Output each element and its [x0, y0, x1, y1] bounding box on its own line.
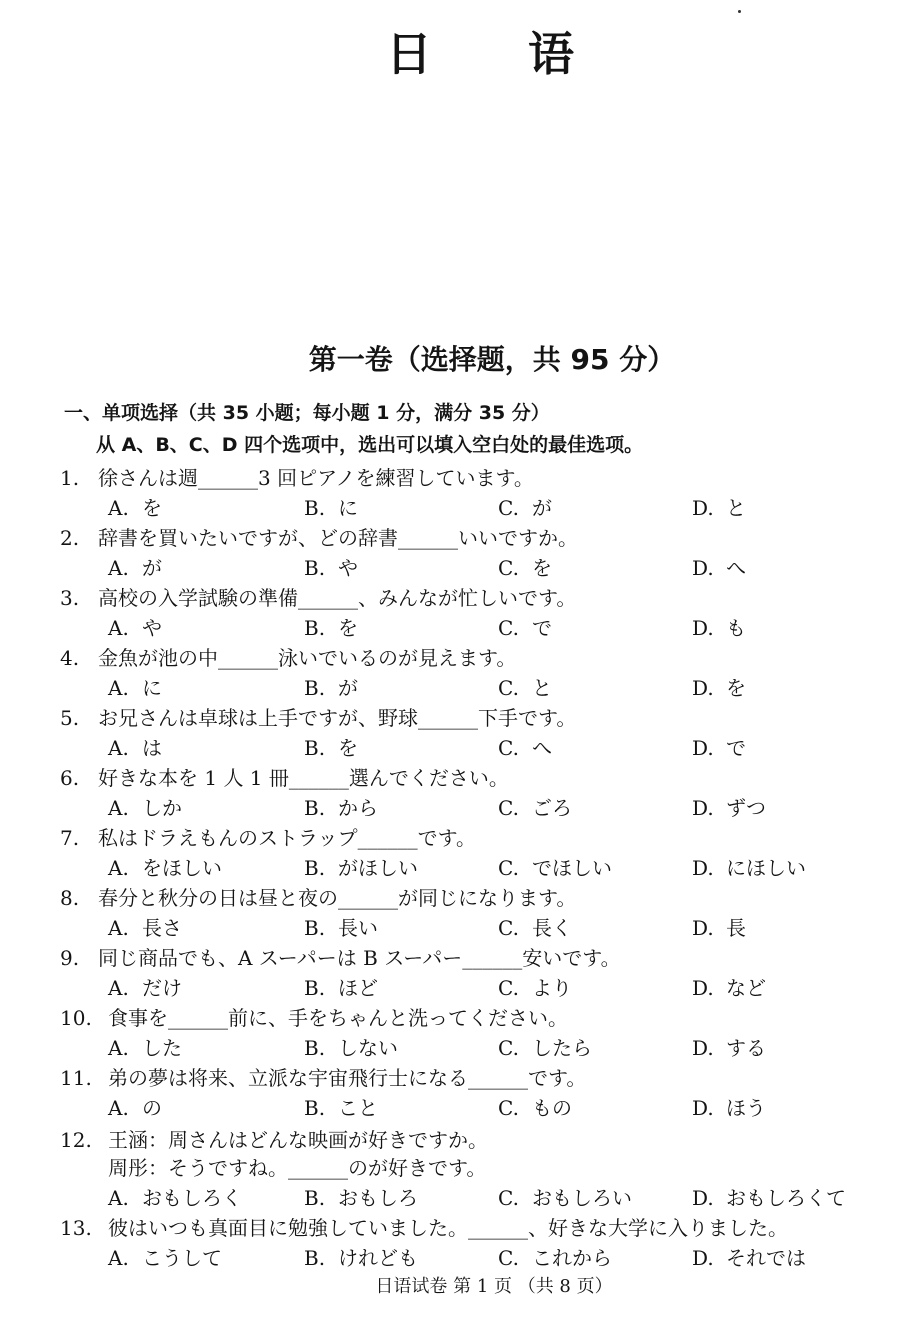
option-d — [692, 1242, 806, 1271]
option-c — [498, 912, 572, 941]
option-row — [108, 912, 888, 942]
option-row — [108, 1092, 888, 1122]
option-text: しない — [338, 1036, 398, 1060]
question-number: 12. — [60, 1128, 92, 1152]
option-letter: C. — [498, 1186, 519, 1210]
option-text: がほしい — [338, 856, 418, 880]
option-text: で — [726, 736, 746, 760]
question-text: 好きな本を 1 人 1 冊______選んでください。 — [98, 766, 509, 790]
option-row — [108, 732, 888, 762]
question-stem — [60, 1062, 880, 1092]
question-number: 10. — [60, 1006, 92, 1030]
option-letter: A. — [108, 976, 129, 1000]
option-text: を — [532, 556, 552, 580]
option-c — [498, 1032, 592, 1061]
option-text: と — [726, 496, 746, 520]
option-b — [304, 912, 378, 941]
option-text: 長 — [726, 916, 746, 940]
option-text: へ — [726, 556, 746, 580]
option-text: より — [532, 976, 572, 1000]
question-stem — [60, 762, 880, 792]
option-c — [498, 792, 572, 821]
option-c — [498, 732, 552, 761]
question-text: 弟の夢は将来、立派な宇宙飛行士になる______です。 — [108, 1066, 587, 1090]
option-text: ずつ — [726, 796, 766, 820]
option-letter: B. — [304, 1096, 326, 1120]
option-b — [304, 972, 378, 1001]
option-d — [692, 1092, 766, 1121]
option-letter: C. — [498, 856, 519, 880]
option-b — [304, 1242, 418, 1271]
option-d — [692, 1032, 766, 1061]
option-letter: C. — [498, 1246, 519, 1270]
option-text: は — [142, 736, 162, 760]
option-letter: D. — [692, 796, 714, 820]
option-letter: B. — [304, 496, 326, 520]
option-letter: C. — [498, 796, 519, 820]
option-letter: A. — [108, 1096, 129, 1120]
question-number: 2. — [60, 526, 80, 550]
option-letter: A. — [108, 1036, 129, 1060]
section-instruction: 从 A、B、C、D 四个选项中，选出可以填入空白处的最佳选项。 — [96, 434, 644, 456]
option-row — [108, 972, 888, 1002]
option-text: けれども — [338, 1246, 418, 1270]
option-letter: A. — [108, 1186, 129, 1210]
option-text: を — [338, 616, 358, 640]
option-text: 長い — [338, 916, 378, 940]
question-number: 5. — [60, 706, 80, 730]
question-text: 私はドラえもんのストラップ______です。 — [98, 826, 476, 850]
option-letter: C. — [498, 616, 519, 640]
option-c — [498, 972, 572, 1001]
option-letter: D. — [692, 1096, 714, 1120]
option-row — [108, 492, 888, 522]
option-letter: D. — [692, 1186, 714, 1210]
question-text: 彼はいつも真面目に勉強していました。______、好きな大学に入りました。 — [108, 1216, 788, 1240]
option-letter: B. — [304, 556, 326, 580]
option-text: おもしろ — [338, 1186, 418, 1210]
option-a — [108, 1032, 182, 1061]
option-letter: A. — [108, 676, 129, 700]
option-text: にほしい — [726, 856, 806, 880]
option-c — [498, 1092, 572, 1121]
option-text: に — [142, 676, 162, 700]
option-letter: C. — [498, 556, 519, 580]
option-letter: D. — [692, 616, 714, 640]
option-letter: D. — [692, 496, 714, 520]
option-text: ほう — [726, 1096, 766, 1120]
option-d — [692, 972, 766, 1001]
option-text: した — [142, 1036, 182, 1060]
option-b — [304, 672, 358, 701]
option-row — [108, 1032, 888, 1062]
option-c — [498, 492, 552, 521]
option-d — [692, 1182, 846, 1211]
question-stem — [60, 462, 880, 492]
question-text: お兄さんは卓球は上手ですが、野球______下手です。 — [98, 706, 577, 730]
option-text: や — [338, 556, 358, 580]
question-stem — [60, 1124, 880, 1154]
question-number: 1. — [60, 466, 80, 490]
option-a — [108, 972, 182, 1001]
option-a — [108, 792, 182, 821]
option-letter: A. — [108, 916, 129, 940]
option-c — [498, 852, 612, 881]
option-a — [108, 1242, 222, 1271]
question-stem — [60, 522, 880, 552]
option-letter: C. — [498, 1036, 519, 1060]
question-text: 辞書を買いたいですが、どの辞書______いいですか。 — [98, 526, 578, 550]
question-stem — [60, 1212, 880, 1242]
option-c — [498, 672, 552, 701]
option-letter: A. — [108, 556, 129, 580]
option-text: 長さ — [142, 916, 182, 940]
option-letter: A. — [108, 1246, 129, 1270]
option-text: したら — [532, 1036, 592, 1060]
option-letter: D. — [692, 976, 714, 1000]
option-letter: A. — [108, 856, 129, 880]
option-d — [692, 852, 806, 881]
option-b — [304, 1092, 378, 1121]
option-a — [108, 852, 222, 881]
option-text: の — [142, 1096, 162, 1120]
option-letter: B. — [304, 796, 326, 820]
option-letter: A. — [108, 796, 129, 820]
option-a — [108, 1092, 162, 1121]
option-b — [304, 1182, 418, 1211]
option-b — [304, 792, 378, 821]
option-row — [108, 1242, 888, 1272]
option-text: を — [142, 496, 162, 520]
option-text: も — [726, 616, 746, 640]
option-text: を — [338, 736, 358, 760]
volume-title: 第一卷（选择题，共 95 分） — [308, 343, 676, 376]
option-letter: D. — [692, 1036, 714, 1060]
section-heading: 一、单项选择（共 35 小题；每小题 1 分，满分 35 分） — [64, 402, 550, 424]
option-letter: B. — [304, 1186, 326, 1210]
option-a — [108, 612, 162, 641]
option-text: これから — [532, 1246, 612, 1270]
option-text: で — [532, 616, 552, 640]
question-text: 金魚が池の中______泳いでいるのが見えます。 — [98, 646, 517, 670]
page-title: 日 语 — [385, 27, 614, 81]
option-row — [108, 672, 888, 702]
option-a — [108, 732, 162, 761]
option-c — [498, 552, 552, 581]
option-d — [692, 732, 746, 761]
option-text: 長く — [532, 916, 572, 940]
option-letter: C. — [498, 916, 519, 940]
option-a — [108, 912, 182, 941]
option-letter: D. — [692, 1246, 714, 1270]
option-b — [304, 552, 358, 581]
option-d — [692, 552, 746, 581]
option-b — [304, 852, 418, 881]
question-number: 13. — [60, 1216, 92, 1240]
question-number: 4. — [60, 646, 80, 670]
question-text: 同じ商品でも、A スーパーは B スーパー______安いです。 — [98, 946, 621, 970]
question-number: 6. — [60, 766, 80, 790]
option-c — [498, 612, 552, 641]
option-letter: D. — [692, 856, 714, 880]
question-text: 徐さんは週______3 回ピアノを練習しています。 — [98, 466, 534, 490]
option-text: と — [532, 676, 552, 700]
option-text: おもしろくて — [726, 1186, 846, 1210]
option-text: を — [726, 676, 746, 700]
question-text: 春分と秋分の日は昼と夜の______が同じになります。 — [98, 886, 577, 910]
question-text: 高校の入学試験の準備______、みんなが忙しいです。 — [98, 586, 577, 610]
question-number: 11. — [60, 1066, 92, 1090]
option-letter: A. — [108, 496, 129, 520]
option-b — [304, 612, 358, 641]
option-text: が — [142, 556, 162, 580]
question-stem — [60, 1002, 880, 1032]
option-letter: B. — [304, 1036, 326, 1060]
option-a — [108, 552, 162, 581]
option-letter: B. — [304, 676, 326, 700]
option-d — [692, 912, 746, 941]
option-letter: B. — [304, 736, 326, 760]
option-text: おもしろく — [142, 1186, 242, 1210]
option-row — [108, 1182, 888, 1212]
question-text: 王涵：周さんはどんな映画が好きですか。 — [108, 1128, 488, 1152]
page-footer: 日语试卷 第 1 页 （共 8 页） — [375, 1276, 613, 1297]
option-letter: B. — [304, 1246, 326, 1270]
option-letter: B. — [304, 916, 326, 940]
option-text: や — [142, 616, 162, 640]
option-row — [108, 852, 888, 882]
option-b — [304, 492, 358, 521]
option-letter: C. — [498, 676, 519, 700]
option-b — [304, 732, 358, 761]
option-letter: D. — [692, 916, 714, 940]
option-text: が — [338, 676, 358, 700]
option-letter: A. — [108, 736, 129, 760]
option-letter: A. — [108, 616, 129, 640]
option-d — [692, 492, 746, 521]
option-letter: C. — [498, 976, 519, 1000]
option-letter: C. — [498, 736, 519, 760]
option-text: ごろ — [532, 796, 572, 820]
question-text-line2: 周彤：そうですね。______のが好きです。 — [108, 1156, 487, 1180]
option-letter: D. — [692, 736, 714, 760]
option-text: おもしろい — [532, 1186, 632, 1210]
option-text: だけ — [142, 976, 182, 1000]
option-letter: B. — [304, 856, 326, 880]
question-text: 食事を______前に、手をちゃんと洗ってください。 — [108, 1006, 568, 1030]
option-d — [692, 792, 766, 821]
question-number: 7. — [60, 826, 80, 850]
option-b — [304, 1032, 398, 1061]
option-text: こうして — [142, 1246, 222, 1270]
question-stem — [60, 642, 880, 672]
option-text: でほしい — [532, 856, 612, 880]
question-stem — [60, 942, 880, 972]
question-stem — [60, 822, 880, 852]
option-d — [692, 612, 746, 641]
question-stem — [60, 702, 880, 732]
option-text: こと — [338, 1096, 378, 1120]
option-text: に — [338, 496, 358, 520]
question-stem — [60, 882, 880, 912]
option-a — [108, 492, 162, 521]
question-number: 3. — [60, 586, 80, 610]
option-text: が — [532, 496, 552, 520]
option-letter: C. — [498, 496, 519, 520]
option-text: それでは — [726, 1246, 806, 1270]
option-d — [692, 672, 746, 701]
option-text: など — [726, 976, 766, 1000]
option-a — [108, 1182, 242, 1211]
option-text: しか — [142, 796, 182, 820]
option-letter: D. — [692, 676, 714, 700]
option-text: へ — [532, 736, 552, 760]
option-row — [108, 792, 888, 822]
question-stem — [60, 582, 880, 612]
question-number: 9. — [60, 946, 80, 970]
question-number: 8. — [60, 886, 80, 910]
option-row — [108, 552, 888, 582]
option-text: する — [726, 1036, 766, 1060]
option-letter: C. — [498, 1096, 519, 1120]
option-c — [498, 1182, 632, 1211]
option-text: をほしい — [142, 856, 222, 880]
option-letter: D. — [692, 556, 714, 580]
option-text: もの — [532, 1096, 572, 1120]
option-letter: B. — [304, 616, 326, 640]
option-text: から — [338, 796, 378, 820]
scan-speck — [738, 10, 741, 13]
option-a — [108, 672, 162, 701]
option-row — [108, 612, 888, 642]
option-text: ほど — [338, 976, 378, 1000]
option-c — [498, 1242, 612, 1271]
option-letter: B. — [304, 976, 326, 1000]
